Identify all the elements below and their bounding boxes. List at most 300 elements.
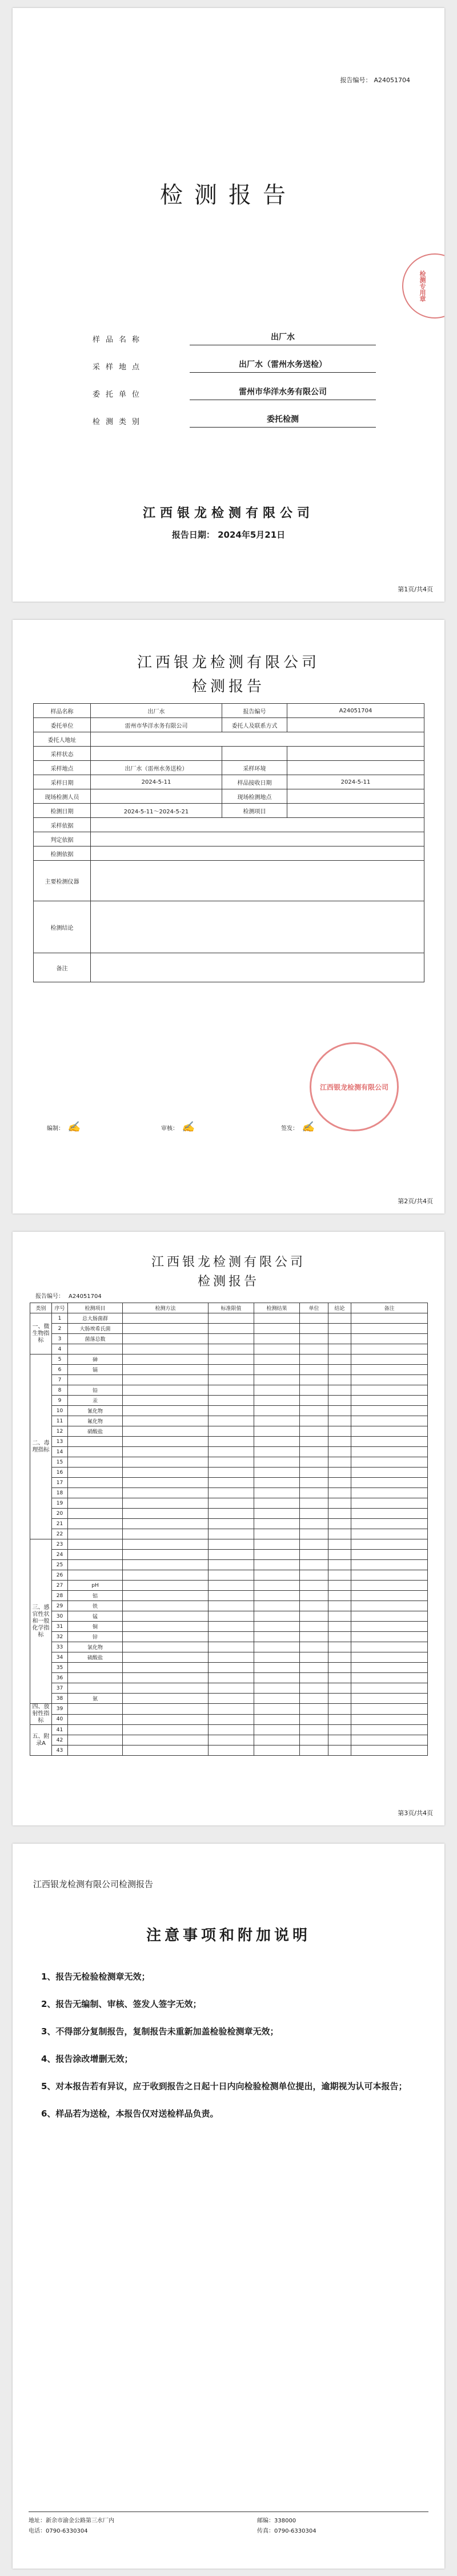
result-cell bbox=[254, 1714, 300, 1725]
result-cell bbox=[254, 1652, 300, 1663]
remark-cell bbox=[351, 1468, 428, 1478]
table-row bbox=[30, 1498, 428, 1509]
row-number: 5 bbox=[52, 1354, 68, 1365]
table-row bbox=[30, 1416, 428, 1426]
verdict-cell bbox=[328, 1416, 351, 1426]
test-item bbox=[68, 1529, 123, 1539]
remark-cell bbox=[351, 1478, 428, 1488]
table-row bbox=[30, 1735, 428, 1745]
unit-cell bbox=[300, 1396, 328, 1406]
verdict-cell bbox=[328, 1437, 351, 1447]
row-number: 9 bbox=[52, 1396, 68, 1406]
remark-cell bbox=[351, 1457, 428, 1468]
unit-cell bbox=[300, 1745, 328, 1756]
page-header: 江西银龙检测有限公司检测报告 bbox=[33, 1879, 154, 1889]
row-number: 33 bbox=[52, 1642, 68, 1652]
verdict-cell bbox=[328, 1324, 351, 1334]
cover-row-category: 检测类别 委托检测 bbox=[93, 412, 376, 429]
limit-cell bbox=[209, 1334, 254, 1344]
row-number: 14 bbox=[52, 1447, 68, 1457]
table-row bbox=[30, 1519, 428, 1529]
unit-cell bbox=[300, 1313, 328, 1324]
test-item: 镉 bbox=[68, 1365, 123, 1375]
row-number: 11 bbox=[52, 1416, 68, 1426]
seal-stamp-icon: 检测专用章 bbox=[402, 253, 444, 319]
limit-cell bbox=[209, 1714, 254, 1725]
limit-cell bbox=[209, 1539, 254, 1550]
unit-cell bbox=[300, 1354, 328, 1365]
method-cell bbox=[123, 1704, 209, 1715]
test-item bbox=[68, 1519, 123, 1529]
unit-cell bbox=[300, 1570, 328, 1581]
limit-cell bbox=[209, 1426, 254, 1437]
result-cell bbox=[254, 1313, 300, 1324]
page-title: 检测报告 bbox=[197, 1275, 259, 1289]
report-notes-page bbox=[13, 1844, 444, 2569]
limit-cell bbox=[209, 1406, 254, 1416]
test-item: 砷 bbox=[68, 1354, 123, 1365]
method-cell bbox=[123, 1488, 209, 1498]
remark-cell bbox=[351, 1663, 428, 1673]
row-number: 23 bbox=[52, 1539, 68, 1550]
table-row bbox=[30, 1560, 428, 1570]
unit-cell bbox=[300, 1324, 328, 1334]
limit-cell bbox=[209, 1725, 254, 1735]
table-row bbox=[30, 1694, 428, 1704]
table-row bbox=[30, 1375, 428, 1385]
verdict-cell bbox=[328, 1375, 351, 1385]
method-cell bbox=[123, 1725, 209, 1735]
method-cell bbox=[123, 1313, 209, 1324]
remark-cell bbox=[351, 1344, 428, 1354]
test-item bbox=[68, 1344, 123, 1354]
test-item: 硫酸盐 bbox=[68, 1652, 123, 1663]
table-row bbox=[30, 1591, 428, 1601]
verdict-cell bbox=[328, 1704, 351, 1715]
method-cell bbox=[123, 1334, 209, 1344]
method-cell bbox=[123, 1385, 209, 1396]
result-cell bbox=[254, 1437, 300, 1447]
table-row bbox=[30, 1509, 428, 1519]
remark-cell bbox=[351, 1396, 428, 1406]
result-cell bbox=[254, 1324, 300, 1334]
result-cell bbox=[254, 1509, 300, 1519]
test-item bbox=[68, 1570, 123, 1581]
table-row bbox=[30, 1488, 428, 1498]
page-number: 第1页/共4页 bbox=[398, 586, 433, 593]
result-cell bbox=[254, 1478, 300, 1488]
limit-cell bbox=[209, 1365, 254, 1375]
verdict-cell bbox=[328, 1591, 351, 1601]
method-cell bbox=[123, 1478, 209, 1488]
table-row bbox=[30, 1714, 428, 1725]
table-row bbox=[30, 1365, 428, 1375]
remark-cell bbox=[351, 1632, 428, 1642]
method-cell bbox=[123, 1622, 209, 1632]
test-item: 氟化物 bbox=[68, 1416, 123, 1426]
unit-cell bbox=[300, 1632, 328, 1642]
test-item: 硝酸盐 bbox=[68, 1426, 123, 1437]
page-number: 第3页/共4页 bbox=[398, 1809, 433, 1817]
remark-cell bbox=[351, 1447, 428, 1457]
unit-cell bbox=[300, 1478, 328, 1488]
row-number: 29 bbox=[52, 1601, 68, 1611]
method-cell bbox=[123, 1560, 209, 1570]
remark-cell bbox=[351, 1652, 428, 1663]
row-number: 19 bbox=[52, 1498, 68, 1509]
remark-cell bbox=[351, 1498, 428, 1509]
limit-cell bbox=[209, 1529, 254, 1539]
method-cell bbox=[123, 1601, 209, 1611]
verdict-cell bbox=[328, 1611, 351, 1622]
row-number: 37 bbox=[52, 1683, 68, 1694]
result-cell bbox=[254, 1725, 300, 1735]
row-number: 2 bbox=[52, 1324, 68, 1334]
remark-cell bbox=[351, 1509, 428, 1519]
test-item bbox=[68, 1488, 123, 1498]
row-number: 31 bbox=[52, 1622, 68, 1632]
table-row bbox=[30, 1447, 428, 1457]
unit-cell bbox=[300, 1529, 328, 1539]
result-cell bbox=[254, 1735, 300, 1745]
row-number: 1 bbox=[52, 1313, 68, 1324]
test-item: 氯化物 bbox=[68, 1642, 123, 1652]
table-row bbox=[30, 1334, 428, 1344]
table-row bbox=[30, 1611, 428, 1622]
cover-row-location: 采样地点 出厂水（雷州水务送检） bbox=[93, 357, 376, 374]
limit-cell bbox=[209, 1673, 254, 1683]
test-item: pH bbox=[68, 1581, 123, 1591]
unit-cell bbox=[300, 1652, 328, 1663]
row-number: 32 bbox=[52, 1632, 68, 1642]
remark-cell bbox=[351, 1354, 428, 1365]
method-cell bbox=[123, 1694, 209, 1704]
test-item: 菌落总数 bbox=[68, 1334, 123, 1344]
unit-cell bbox=[300, 1468, 328, 1478]
note-item: 1、报告无检验检测章无效； bbox=[41, 1972, 150, 1982]
test-item bbox=[68, 1478, 123, 1488]
limit-cell bbox=[209, 1694, 254, 1704]
unit-cell bbox=[300, 1416, 328, 1426]
limit-cell bbox=[209, 1437, 254, 1447]
remark-cell bbox=[351, 1611, 428, 1622]
method-cell bbox=[123, 1498, 209, 1509]
method-cell bbox=[123, 1529, 209, 1539]
test-item: 锌 bbox=[68, 1632, 123, 1642]
table-row bbox=[30, 1725, 428, 1735]
test-item bbox=[68, 1745, 123, 1756]
row-number: 35 bbox=[52, 1663, 68, 1673]
unit-cell bbox=[300, 1642, 328, 1652]
limit-cell bbox=[209, 1457, 254, 1468]
row-number: 6 bbox=[52, 1365, 68, 1375]
limit-cell bbox=[209, 1570, 254, 1581]
unit-cell bbox=[300, 1581, 328, 1591]
unit-cell bbox=[300, 1694, 328, 1704]
inspection-seal-icon: 江西银龙检测有限公司 bbox=[310, 1042, 399, 1131]
limit-cell bbox=[209, 1313, 254, 1324]
prepared-by: 编制： ✍ bbox=[47, 1121, 81, 1133]
limit-cell bbox=[209, 1498, 254, 1509]
verdict-cell bbox=[328, 1385, 351, 1396]
unit-cell bbox=[300, 1498, 328, 1509]
limit-cell bbox=[209, 1375, 254, 1385]
table-row bbox=[30, 1642, 428, 1652]
result-cell bbox=[254, 1344, 300, 1354]
limit-cell bbox=[209, 1652, 254, 1663]
verdict-cell bbox=[328, 1457, 351, 1468]
limit-cell bbox=[209, 1560, 254, 1570]
test-item: 总大肠菌群 bbox=[68, 1313, 123, 1324]
limit-cell bbox=[209, 1344, 254, 1354]
limit-cell bbox=[209, 1519, 254, 1529]
result-cell bbox=[254, 1642, 300, 1652]
verdict-cell bbox=[328, 1550, 351, 1560]
verdict-cell bbox=[328, 1519, 351, 1529]
row-number: 30 bbox=[52, 1611, 68, 1622]
verdict-cell bbox=[328, 1642, 351, 1652]
table-row bbox=[30, 1539, 428, 1550]
method-cell bbox=[123, 1539, 209, 1550]
table-row bbox=[30, 1581, 428, 1591]
test-item bbox=[68, 1735, 123, 1745]
verdict-cell bbox=[328, 1673, 351, 1683]
remark-cell bbox=[351, 1416, 428, 1426]
remark-cell bbox=[351, 1324, 428, 1334]
page-number: 第2页/共4页 bbox=[398, 1198, 433, 1205]
unit-cell bbox=[300, 1365, 328, 1375]
method-cell bbox=[123, 1324, 209, 1334]
verdict-cell bbox=[328, 1478, 351, 1488]
verdict-cell bbox=[328, 1652, 351, 1663]
result-cell bbox=[254, 1488, 300, 1498]
cover-row-sample: 样品名称 出厂水 bbox=[93, 330, 376, 347]
method-cell bbox=[123, 1673, 209, 1683]
row-number: 16 bbox=[52, 1468, 68, 1478]
verdict-cell bbox=[328, 1396, 351, 1406]
test-item: 大肠埃希氏菌 bbox=[68, 1324, 123, 1334]
test-item: 锰 bbox=[68, 1611, 123, 1622]
table-row bbox=[30, 1468, 428, 1478]
verdict-cell bbox=[328, 1745, 351, 1756]
remark-cell bbox=[351, 1714, 428, 1725]
limit-cell bbox=[209, 1509, 254, 1519]
signature-icon: ✍ bbox=[67, 1121, 81, 1133]
result-cell bbox=[254, 1519, 300, 1529]
table-row bbox=[30, 1354, 428, 1365]
note-item: 6、样品若为送检，本报告仅对送检样品负责。 bbox=[41, 2109, 219, 2119]
method-cell bbox=[123, 1683, 209, 1694]
limit-cell bbox=[209, 1550, 254, 1560]
result-cell bbox=[254, 1396, 300, 1406]
table-row bbox=[30, 1478, 428, 1488]
approved-by: 签发： ✍ bbox=[281, 1121, 315, 1133]
unit-cell bbox=[300, 1663, 328, 1673]
limit-cell bbox=[209, 1354, 254, 1365]
report-date: 报告日期： 2024年5月21日 bbox=[171, 530, 286, 540]
result-cell bbox=[254, 1498, 300, 1509]
limit-cell bbox=[209, 1468, 254, 1478]
remark-cell bbox=[351, 1313, 428, 1324]
row-number: 20 bbox=[52, 1509, 68, 1519]
verdict-cell bbox=[328, 1725, 351, 1735]
limit-cell bbox=[209, 1611, 254, 1622]
method-cell bbox=[123, 1632, 209, 1642]
remark-cell bbox=[351, 1334, 428, 1344]
method-cell bbox=[123, 1591, 209, 1601]
test-item: 氰化物 bbox=[68, 1406, 123, 1416]
test-item: 铝 bbox=[68, 1591, 123, 1601]
remark-cell bbox=[351, 1375, 428, 1385]
test-item bbox=[68, 1714, 123, 1725]
result-cell bbox=[254, 1745, 300, 1756]
category-cell: 三、感官性状和一般化学指标 bbox=[30, 1539, 52, 1704]
unit-cell bbox=[300, 1447, 328, 1457]
limit-cell bbox=[209, 1324, 254, 1334]
verdict-cell bbox=[328, 1344, 351, 1354]
test-item: 铅 bbox=[68, 1385, 123, 1396]
test-item bbox=[68, 1725, 123, 1735]
method-cell bbox=[123, 1457, 209, 1468]
unit-cell bbox=[300, 1344, 328, 1354]
result-cell bbox=[254, 1334, 300, 1344]
note-item: 3、不得部分复制报告，复制报告未重新加盖检验检测章无效； bbox=[41, 2026, 279, 2037]
remark-cell bbox=[351, 1601, 428, 1611]
reviewed-by: 审核： ✍ bbox=[161, 1121, 195, 1133]
limit-cell bbox=[209, 1683, 254, 1694]
limit-cell bbox=[209, 1478, 254, 1488]
report-cover-page bbox=[13, 8, 444, 602]
row-number: 7 bbox=[52, 1375, 68, 1385]
method-cell bbox=[123, 1611, 209, 1622]
fax: 0790-6330304 bbox=[274, 2528, 316, 2534]
result-cell bbox=[254, 1385, 300, 1396]
row-number: 18 bbox=[52, 1488, 68, 1498]
table-row bbox=[30, 1457, 428, 1468]
unit-cell bbox=[300, 1704, 328, 1715]
test-item bbox=[68, 1550, 123, 1560]
test-item bbox=[68, 1498, 123, 1509]
result-cell bbox=[254, 1611, 300, 1622]
row-number: 4 bbox=[52, 1344, 68, 1354]
verdict-cell bbox=[328, 1560, 351, 1570]
result-cell bbox=[254, 1447, 300, 1457]
result-cell bbox=[254, 1622, 300, 1632]
test-item bbox=[68, 1437, 123, 1447]
row-number: 17 bbox=[52, 1478, 68, 1488]
report-results-page bbox=[13, 1232, 444, 1825]
row-number: 41 bbox=[52, 1725, 68, 1735]
method-cell bbox=[123, 1714, 209, 1725]
method-cell bbox=[123, 1365, 209, 1375]
company-name: 江西银龙检测有限公司 bbox=[142, 506, 314, 521]
unit-cell bbox=[300, 1509, 328, 1519]
verdict-cell bbox=[328, 1406, 351, 1416]
row-number: 8 bbox=[52, 1385, 68, 1396]
limit-cell bbox=[209, 1488, 254, 1498]
test-item bbox=[68, 1457, 123, 1468]
remark-cell bbox=[351, 1704, 428, 1715]
row-number: 34 bbox=[52, 1652, 68, 1663]
unit-cell bbox=[300, 1591, 328, 1601]
limit-cell bbox=[209, 1735, 254, 1745]
test-item: 氨 bbox=[68, 1694, 123, 1704]
method-cell bbox=[123, 1426, 209, 1437]
method-cell bbox=[123, 1437, 209, 1447]
verdict-cell bbox=[328, 1714, 351, 1725]
row-number: 39 bbox=[52, 1704, 68, 1715]
result-cell bbox=[254, 1550, 300, 1560]
method-cell bbox=[123, 1396, 209, 1406]
row-number: 26 bbox=[52, 1570, 68, 1581]
verdict-cell bbox=[328, 1632, 351, 1642]
signature-icon: ✍ bbox=[182, 1121, 195, 1133]
result-cell bbox=[254, 1694, 300, 1704]
remark-cell bbox=[351, 1519, 428, 1529]
note-item: 2、报告无编制、审核、签发人签字无效； bbox=[41, 1999, 202, 2009]
remark-cell bbox=[351, 1735, 428, 1745]
table-row bbox=[30, 1406, 428, 1416]
row-number: 13 bbox=[52, 1437, 68, 1447]
method-cell bbox=[123, 1735, 209, 1745]
report-number: 报告编号： A24051704 bbox=[340, 76, 410, 84]
unit-cell bbox=[300, 1488, 328, 1498]
test-item: 铁 bbox=[68, 1601, 123, 1611]
result-cell bbox=[254, 1570, 300, 1581]
limit-cell bbox=[209, 1396, 254, 1406]
remark-cell bbox=[351, 1406, 428, 1416]
result-cell bbox=[254, 1426, 300, 1437]
remark-cell bbox=[351, 1745, 428, 1756]
category-cell: 二、毒理指标 bbox=[30, 1354, 52, 1539]
test-item bbox=[68, 1663, 123, 1673]
remark-cell bbox=[351, 1725, 428, 1735]
table-row bbox=[30, 1683, 428, 1694]
result-cell bbox=[254, 1591, 300, 1601]
unit-cell bbox=[300, 1560, 328, 1570]
unit-cell bbox=[300, 1406, 328, 1416]
note-item: 5、对本报告若有异议，应于收到报告之日起十日内向检验检测单位提出，逾期视为认可本报告； bbox=[41, 2081, 407, 2091]
result-cell bbox=[254, 1581, 300, 1591]
note-item: 4、报告涂改增删无效； bbox=[41, 2054, 133, 2064]
unit-cell bbox=[300, 1622, 328, 1632]
limit-cell bbox=[209, 1704, 254, 1715]
method-cell bbox=[123, 1416, 209, 1426]
table-row bbox=[30, 1396, 428, 1406]
method-cell bbox=[123, 1663, 209, 1673]
row-number: 10 bbox=[52, 1406, 68, 1416]
test-item bbox=[68, 1539, 123, 1550]
table-row bbox=[30, 1704, 428, 1715]
unit-cell bbox=[300, 1539, 328, 1550]
table-row bbox=[30, 1437, 428, 1447]
row-number: 15 bbox=[52, 1457, 68, 1468]
unit-cell bbox=[300, 1437, 328, 1447]
unit-cell bbox=[300, 1550, 328, 1560]
table-row bbox=[30, 1344, 428, 1354]
test-item bbox=[68, 1509, 123, 1519]
result-cell bbox=[254, 1468, 300, 1478]
table-header-row: 类别 序号 检测项目 检测方法 标准限值 检测结果 单位 结论 备注 bbox=[30, 1303, 428, 1313]
test-item: 汞 bbox=[68, 1396, 123, 1406]
method-cell bbox=[123, 1642, 209, 1652]
row-number: 12 bbox=[52, 1426, 68, 1437]
limit-cell bbox=[209, 1642, 254, 1652]
unit-cell bbox=[300, 1683, 328, 1694]
row-number: 28 bbox=[52, 1591, 68, 1601]
phone: 0790-6330304 bbox=[46, 2528, 88, 2534]
unit-cell bbox=[300, 1673, 328, 1683]
